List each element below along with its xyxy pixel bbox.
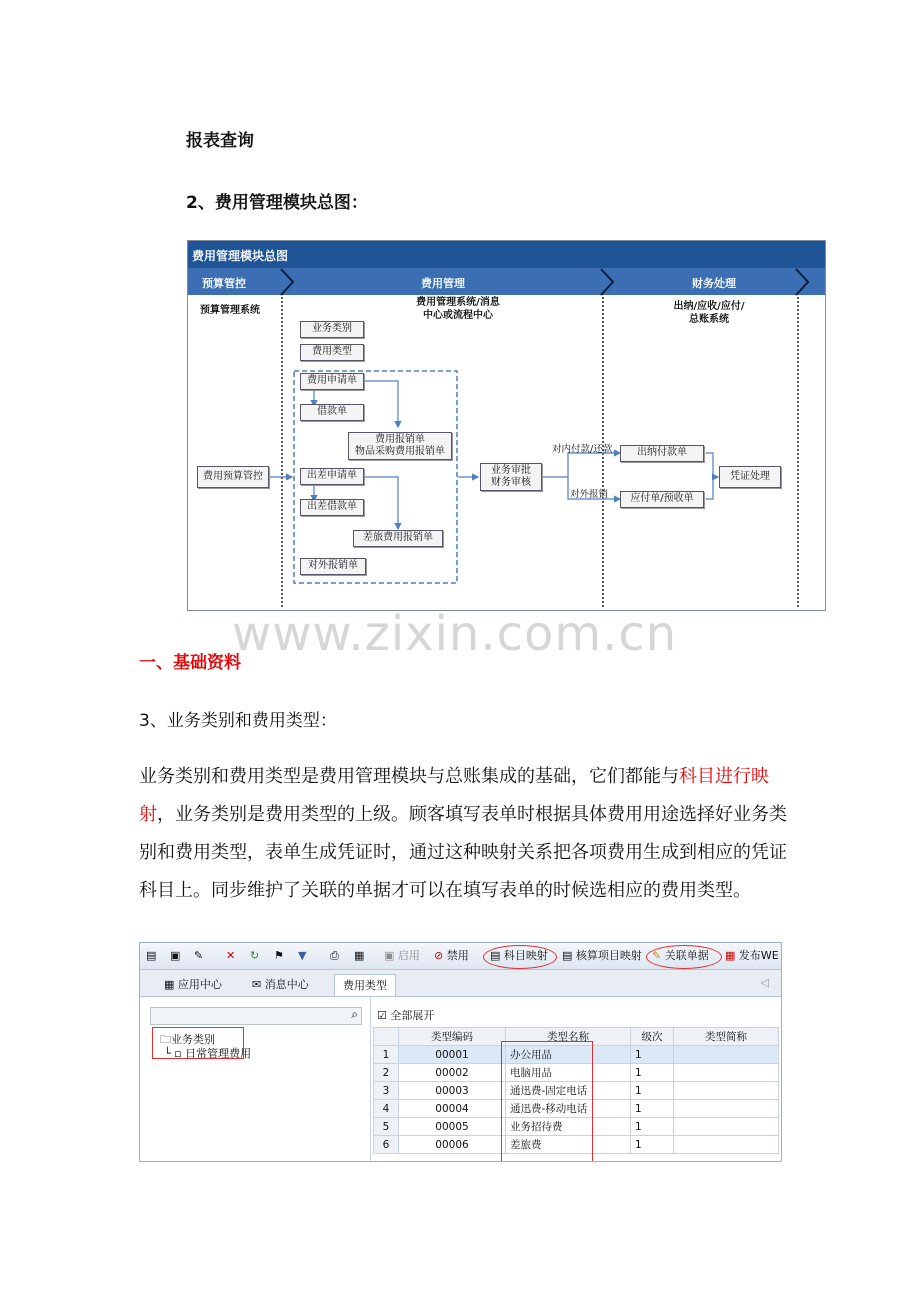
cell-code: 00001 xyxy=(399,1046,506,1064)
cell-n: 1 xyxy=(374,1046,399,1064)
heading-overview: 2、费用管理模块总图： xyxy=(186,193,368,213)
highlight-subject-mapping: 科目进行映射 xyxy=(139,766,769,825)
tab-expense-type[interactable]: 费用类型 xyxy=(334,974,396,996)
tab-app-center[interactable]: ▦ 应用中心 xyxy=(164,978,222,991)
edge-label-external: 对外报销 xyxy=(570,489,609,500)
body-paragraph xyxy=(139,758,789,910)
delete-icon[interactable]: ✕ xyxy=(226,949,236,962)
box-approval: 业务审批 财务审核 xyxy=(480,463,542,491)
box-payable: 应付单/预收单 xyxy=(620,491,704,508)
cell-code: 00003 xyxy=(399,1082,506,1100)
col-code[interactable]: 类型编码 xyxy=(399,1028,506,1046)
cell-code: 00004 xyxy=(399,1100,506,1118)
cell-n: 4 xyxy=(374,1100,399,1118)
cell-name: 业务招待费 xyxy=(506,1118,631,1136)
stage-finance: 财务处理 xyxy=(692,277,736,290)
publish-button[interactable]: ▦ 发布WE xyxy=(725,949,779,962)
cell-name: 电脑用品 xyxy=(506,1064,631,1082)
cell-code: 00002 xyxy=(399,1064,506,1082)
box-expense-apply: 费用申请单 xyxy=(300,373,364,390)
cell-short xyxy=(674,1100,779,1118)
cell-n: 6 xyxy=(374,1136,399,1154)
heading-categories: 3、业务类别和费用类型： xyxy=(139,711,337,731)
col-short[interactable]: 类型简称 xyxy=(674,1028,779,1046)
preview-icon[interactable]: ▦ xyxy=(354,949,365,962)
grid-panel xyxy=(371,997,781,1161)
cell-short xyxy=(674,1046,779,1064)
scroll-left-icon[interactable]: ◁ xyxy=(760,976,769,989)
box-trip-apply: 出差申请单 xyxy=(300,468,364,485)
related-docs-button[interactable]: ✎ 关联单据 xyxy=(652,949,709,962)
box-expense-reimb: 费用报销单 物品采购费用报销单 xyxy=(348,432,452,460)
search-icon[interactable]: ⌕ xyxy=(351,1007,358,1021)
edit-icon[interactable]: ✎ xyxy=(194,949,204,962)
cell-short xyxy=(674,1064,779,1082)
new-icon[interactable]: ▤ xyxy=(146,949,157,962)
tree-root[interactable]: 🗀业务类别 xyxy=(160,1033,215,1046)
enable-button[interactable]: ▣ 启用 xyxy=(384,949,420,962)
paragraph-text: 业务类别和费用类型是费用管理模块与总账集成的基础，它们都能与科目进行映射，业务类别是费用类型的上级。顾客填写表单时根据具体费用用途选择好业务类别和费用类型，表单生成凭证时，通过这种映射关系把各项费用生成到相应的凭证科目上。同步维护了关联的单据才可以在填写表单的时候选相应的费用类型。 xyxy=(139,766,787,901)
box-travel-reimb: 差旅费用报销单 xyxy=(353,530,443,547)
disable-button[interactable]: ⊘ 禁用 xyxy=(434,949,469,962)
box-loan: 借款单 xyxy=(300,404,364,421)
cell-n: 3 xyxy=(374,1082,399,1100)
cell-code: 00006 xyxy=(399,1136,506,1154)
cell-level: 1 xyxy=(631,1118,674,1136)
accounting-map-button[interactable]: ▤ 核算项目映射 xyxy=(562,949,642,962)
box-external-reimb: 对外报销单 xyxy=(300,558,366,575)
cell-level: 1 xyxy=(631,1082,674,1100)
annotation-oval-subject-map xyxy=(483,945,557,969)
annotation-rect-names xyxy=(501,1041,593,1162)
cell-n: 5 xyxy=(374,1118,399,1136)
label-expense-system: 费用管理系统/消息 中心或流程中心 xyxy=(416,297,500,321)
tree-panel xyxy=(140,997,371,1161)
stage-budget: 预算管控 xyxy=(202,277,246,290)
expand-all-checkbox[interactable]: ☑ 全部展开 xyxy=(377,1009,435,1022)
cell-level: 1 xyxy=(631,1100,674,1118)
watermark: www.zixin.com.cn xyxy=(232,606,678,662)
label-budget-system: 预算管理系统 xyxy=(200,305,260,316)
cell-level: 1 xyxy=(631,1136,674,1154)
refresh-icon[interactable]: ↻ xyxy=(250,949,260,962)
tab-bar xyxy=(140,970,781,997)
cell-name: 差旅费 xyxy=(506,1136,631,1154)
cell-short xyxy=(674,1136,779,1154)
dropdown-icon[interactable]: ▼ xyxy=(298,949,307,962)
annotation-oval-related-docs xyxy=(646,945,722,969)
stage-expense: 费用管理 xyxy=(421,277,465,290)
label-finance-system: 出纳/应收/应付/ 总账系统 xyxy=(673,301,745,325)
heading-basic-data: 一、基础资料 xyxy=(139,653,241,673)
cell-name: 通迅费-固定电话 xyxy=(506,1082,631,1100)
col-name[interactable]: 类型名称 xyxy=(506,1028,631,1046)
tree-search-input[interactable] xyxy=(150,1007,362,1025)
col-level[interactable]: 级次 xyxy=(631,1028,674,1046)
box-budget-control: 费用预算管控 xyxy=(197,466,269,488)
cell-short xyxy=(674,1082,779,1100)
cell-level: 1 xyxy=(631,1064,674,1082)
disable-icon: ⊘ xyxy=(434,949,444,962)
box-business-category: 业务类别 xyxy=(300,321,364,338)
subject-map-button[interactable]: ▤ 科目映射 xyxy=(490,949,548,962)
expense-module-diagram xyxy=(187,240,826,611)
tree-child[interactable]: └ ▫ 日常管理费用 xyxy=(164,1047,252,1060)
cell-name: 通迅费-移动电话 xyxy=(506,1100,631,1118)
heading-report-query: 报表查询 xyxy=(186,131,254,151)
software-screenshot xyxy=(139,942,782,1162)
cell-short xyxy=(674,1118,779,1136)
edge-label-internal: 对内付款/还款 xyxy=(552,444,613,455)
cell-code: 00005 xyxy=(399,1118,506,1136)
save-icon[interactable]: ▣ xyxy=(170,949,181,962)
box-trip-loan: 出差借款单 xyxy=(300,499,364,516)
cell-name: 办公用品 xyxy=(506,1046,631,1064)
annotation-rect-tree xyxy=(152,1027,244,1059)
box-expense-type: 费用类型 xyxy=(300,344,364,361)
mail-icon: ✉ xyxy=(252,978,262,991)
print-icon[interactable]: ⎙ xyxy=(330,949,339,962)
filter-icon[interactable]: ⚑ xyxy=(274,949,284,962)
cell-n: 2 xyxy=(374,1064,399,1082)
box-voucher: 凭证处理 xyxy=(719,466,781,488)
cell-level: 1 xyxy=(631,1046,674,1064)
box-cashier-pay: 出纳付款单 xyxy=(620,445,704,462)
tab-message-center[interactable]: ✉ 消息中心 xyxy=(252,978,309,991)
diagram-title: 费用管理模块总图 xyxy=(192,249,289,263)
